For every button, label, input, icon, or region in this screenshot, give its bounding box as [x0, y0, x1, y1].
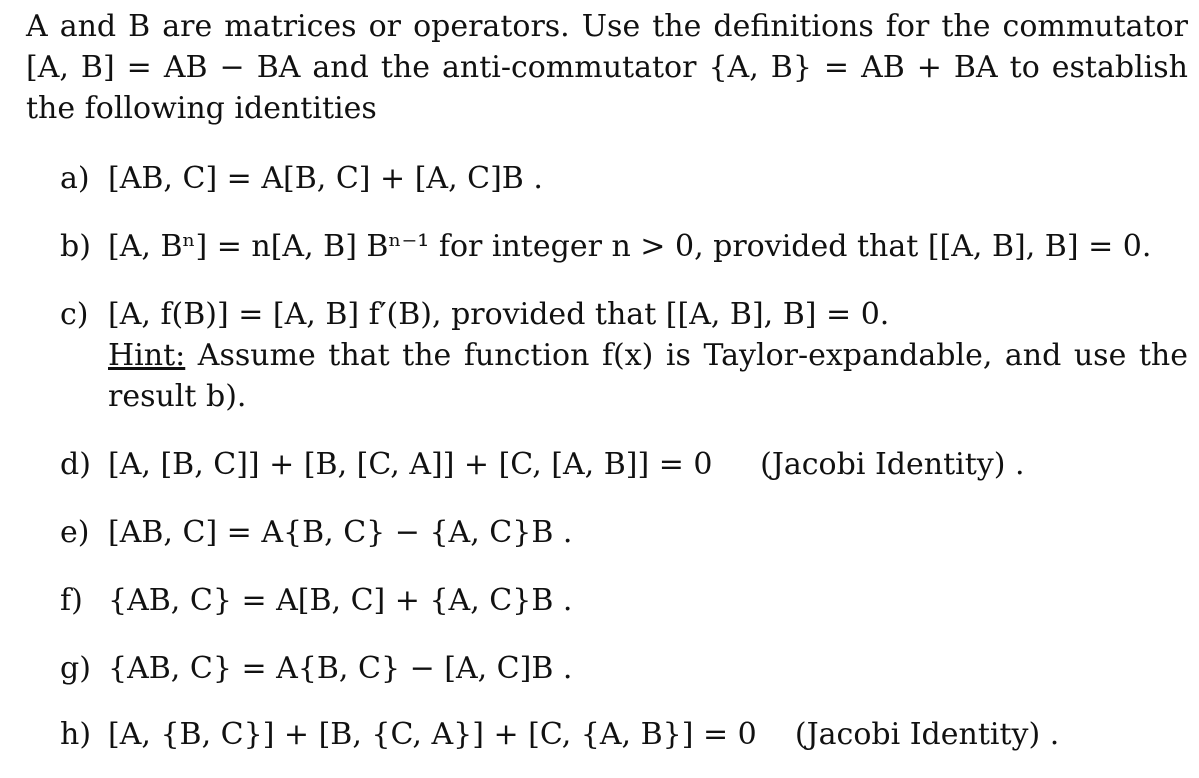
identity-d: [60, 444, 1188, 485]
identity-label: d): [60, 447, 91, 482]
identity-text: [A, {B, C}] + [B, {C, A}] + [C, {A, B}] = 0 (Jacobi Identity) .: [108, 717, 1060, 752]
identity-text: [AB, C] = A[B, C] + [A, C]B .: [108, 161, 543, 196]
identity-text: {AB, C} = A{B, C} − [A, C]B .: [108, 651, 573, 686]
identity-g: [60, 648, 1188, 689]
identity-label: c): [60, 297, 89, 332]
identity-label: g): [60, 651, 91, 686]
identity-text: [AB, C] = A{B, C} − {A, C}B .: [108, 515, 573, 550]
identity-c: [60, 294, 1188, 417]
identity-f: [60, 580, 1188, 621]
identity-label: e): [60, 515, 90, 550]
problem-intro: A and B are matrices or operators. Use the definitions for the commutator [A, B] = AB − BA and the anti-commutator {A, B} = AB + BA to establish the following identities: [26, 9, 1188, 126]
identity-label: a): [60, 161, 90, 196]
hint-label: Hint:: [108, 338, 186, 373]
identity-text: [A, Bⁿ] = n[A, B] Bⁿ⁻¹ for integer n > 0, provided that [[A, B], B] = 0.: [108, 229, 1152, 264]
identity-label: h): [60, 717, 92, 752]
hint-text: Assume that the function f(x) is Taylor-expandable, and use the result b).: [108, 338, 1188, 414]
identity-label: f): [60, 583, 83, 618]
hint-paragraph: [108, 335, 1188, 417]
identity-text: {AB, C} = A[B, C] + {A, C}B .: [108, 583, 573, 618]
identity-e: [60, 512, 1188, 553]
identity-text: [A, [B, C]] + [B, [C, A]] + [C, [A, B]] = 0 (Jacobi Identity) .: [108, 447, 1025, 482]
identity-text: [A, f(B)] = [A, B] f′(B), provided that [[A, B], B] = 0.: [108, 297, 890, 332]
identity-h: [60, 714, 1188, 755]
problem-document: [26, 6, 1188, 752]
identity-body: [108, 294, 1188, 417]
identity-label: b): [60, 229, 91, 264]
identity-a: [60, 158, 1188, 199]
identity-b: [60, 226, 1188, 267]
